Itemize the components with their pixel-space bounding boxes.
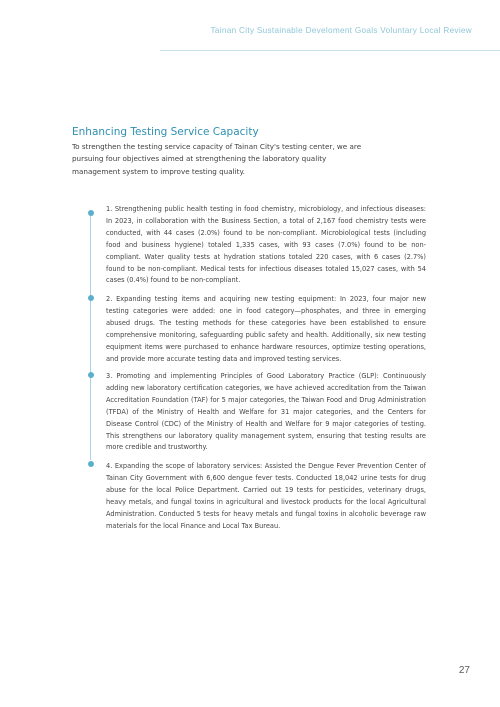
list-item-4: 4. Expanding the scope of laboratory services: Assisted the Dengue Fever Prevention Center of Tainan City Government with 6,600 dengue fever tests. Conducted 18,042 urine tests for drug abuse for the local Police Department. Carried out 19 tests for pesticides, veterinary drugs, heavy metals, and fungal toxins in agricultural and livestock products for the local Agricultural Administration. Conducted 5 tests for heavy metals and fungal toxins in alcoholic beverage raw materials for the local Finance and Local Tax Bureau. [106, 462, 426, 530]
page-number: 27 [458, 665, 470, 676]
timeline-dot-1 [88, 210, 94, 216]
running-header-title: Tainan City Sustainable Develoment Goals Voluntary Local Review [210, 26, 472, 35]
list-item-1: 1. Strengthening public health testing in food chemistry, microbiology, and infectious diseases: In 2023, in collaboration with the Business Section, a total of 2,167 food chemistry tests were conducted, with 44 cases (2.0%) found to be non-compliant. Microbiological tests (including food and business hygiene) totaled 1,335 cases, with 93 cases (7.0%) found to be non-compliant. Water quality tests at hydration stations totaled 220 cases, with 6 cases (2.7%) found to be non-compliant. Medical tests for infectious diseases totaled 15,027 cases, with 54 cases (0.4%) found to be non-compliant. [106, 205, 426, 285]
section-intro: To strengthen the testing service capacity of Tainan City's testing center, we are pursuing four objectives aimed at strengthening the laboratory quality management system to improve testing quality. [72, 142, 362, 176]
timeline-dot-4 [88, 461, 94, 467]
section-title: Enhancing Testing Service Capacity [72, 126, 259, 138]
timeline-line [90, 212, 91, 460]
list-item-2: 2. Expanding testing items and acquiring new testing equipment: In 2023, four major new testing categories were added: one in food category—phosphates, and three in emerging abused drugs. The testing methods for these categories have been established to ensure comprehensive monitoring, safeguarding public safety and health. Additionally, six new testing equipment items were purchased to enhance hardware resources, optimize testing operations, and provide more accurate testing data and improved testing services. [106, 295, 426, 363]
header-divider [160, 50, 500, 51]
list-item-3: 3. Promoting and implementing Principles of Good Laboratory Practice (GLP): Continuously adding new laboratory certification categories, we have achieved accreditation from the Taiwan Accreditation Foundation (TAF) for 5 major categories, the Taiwan Food and Drug Administration (TFDA) of the Ministry of Health and Welfare for 31 major categories, and the Centers for Disease Control (CDC) of the Ministry of Health and Welfare for 9 major categories of testing. This strengthens our laboratory quality management system, ensuring that testing results are more credible and trustworthy. [106, 372, 426, 452]
timeline-dot-2 [88, 295, 94, 301]
timeline-dot-3 [88, 372, 94, 378]
